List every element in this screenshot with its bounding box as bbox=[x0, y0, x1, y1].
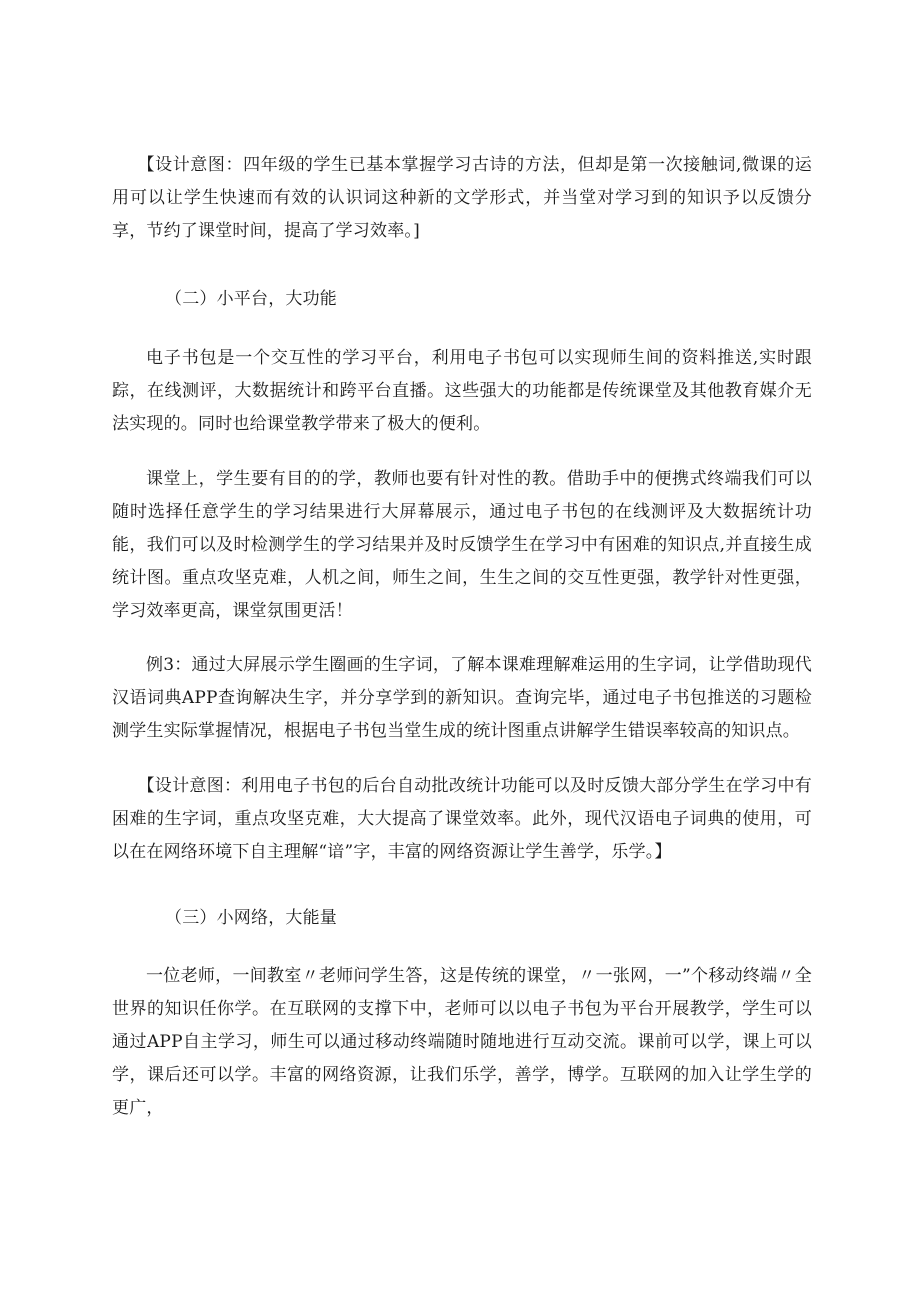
section-heading-3: （三）小网络，大能量 bbox=[165, 908, 337, 928]
body-paragraph-network: 一位老师，一间教室〃老师问学生答，这是传统的课堂，〃一张网，一”个移动终端〃全世界的知识任你学。在互联网的支撑下中，老师可以以电子书包为平台开展教学，学生可以通过APP自主学习，师生可以通过移动终端随时随地进行互动交流。课前可以学，课上可以学，课后还可以学。丰富的网络资源，让我们乐学，善学，博学。互联网的加入让学生学的更广， bbox=[112, 966, 812, 1118]
body-paragraph-classroom: 课堂上，学生要有目的的学，教师也要有针对性的教。借助手中的便携式终端我们可以随时选择任意学生的学习结果进行大屏幕展示，通过电子书包的在线测评及大数据统计功能，我们可以及时检测学生的学习结果并及时反馈学生在学习中有困难的知识点,并直接生成统计图。重点攻坚克难，人机之间，师生之间，生生之间的交互性更强，教学针对性更强，学习效率更高，课堂氛围更活！ bbox=[112, 469, 812, 621]
design-intent-paragraph-1: 【设计意图：四年级的学生已基本掌握学习古诗的方法，但却是第一次接触词,微课的运用可以让学生快速而有效的认识词这种新的文学形式，并当堂对学习到的知识予以反馈分享，节约了课堂时间，提高了学习效率。] bbox=[112, 155, 812, 241]
body-paragraph-electronic-schoolbag: 电子书包是一个交互性的学习平台，利用电子书包可以实现师生间的资料推送,实时跟踪，在线测评，大数据统计和跨平台直播。这些强大的功能都是传统课堂及其他教育媒介无法实现的。同时也给课堂教学带来了极大的便利。 bbox=[112, 348, 812, 434]
design-intent-paragraph-2: 【设计意图：利用电子书包的后台自动批改统计功能可以及时反馈大部分学生在学习中有困难的生字词，重点攻坚克难，大大提高了课堂效率。此外，现代汉语电子词典的使用，可以在在网络环境下自主理解“谙”字，丰富的网络资源让学生善学，乐学。】 bbox=[112, 776, 812, 862]
example-3-paragraph: 例3：通过大屏展示学生圈画的生字词，了解本课难理解难运用的生字词，让学借助现代汉语词典APP查询解决生字，并分享学到的新知识。查询完毕，通过电子书包推送的习题检测学生实际掌握情况，根据电子书包当堂生成的统计图重点讲解学生错误率较高的知识点。 bbox=[112, 655, 812, 741]
section-heading-2: （二）小平台，大功能 bbox=[165, 289, 337, 309]
